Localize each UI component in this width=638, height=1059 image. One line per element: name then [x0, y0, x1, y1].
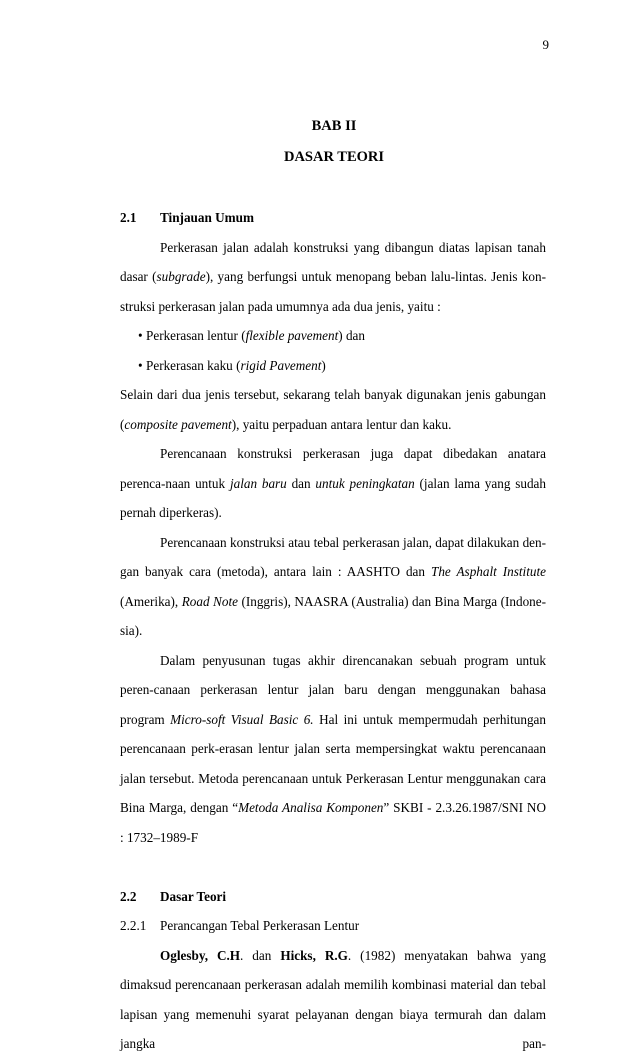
chapter-title: DASAR TEORI: [283, 149, 385, 165]
page-number: 9: [542, 37, 549, 52]
paragraph-tugas-akhir: Dalam penyusunan tugas akhir direncanakan sebuah program untuk peren-canaan perkerasan lentur jalan baru dengan menggunakan bahasa program Micro-soft Visual Basic 6. Hal ini untuk mempermudah perhitungan perencanaan perk-erasan lentur jalan serta mempersingkat waktu perencanaan jalan tersebut. Metoda perencanaan untuk Perkerasan Lentur menggunakan cara Bina Marga, dengan “Metoda Analisa Komponen” SKBI - 2.3.26.1987/SNI NO : 1732–1989-F: [120, 652, 546, 845]
bullet-icon: •: [138, 328, 143, 343]
chapter-label: BAB II: [311, 118, 357, 134]
subsection-number: 2.2.1: [120, 918, 147, 933]
spacer: [120, 852, 546, 882]
subsection-heading-2-2-1: [120, 911, 546, 941]
paragraph-composite: Selain dari dua jenis tersebut, sekarang telah banyak digunakan jenis gabungan (composite pavement), yaitu perpaduan antara lentur dan kaku.: [120, 387, 546, 432]
section-heading-2-2: [120, 882, 546, 912]
paragraph-metoda: Perencanaan konstruksi atau tebal perkerasan jalan, dapat dilakukan den-gan banyak cara (metoda), antara lain : AASHTO dan The Asphalt Institute (Amerika), Road Note (Inggris), NAASRA (Australia) dan Bina Marga (Indone-sia).: [120, 534, 547, 638]
paragraph-perencanaan: Perencanaan konstruksi perkerasan juga dapat dibedakan anatara perenca-naan untuk jalan baru dan untuk peningkatan (jalan lama yang sudah pernah diperkeras).: [120, 446, 546, 520]
section-title: Tinjauan Umum: [160, 210, 254, 225]
section-number: 2.2: [120, 888, 137, 904]
pavement-type-list: [120, 321, 546, 380]
subsection-title: Perancangan Tebal Perkerasan Lentur: [160, 918, 360, 933]
bullet-icon: •: [138, 357, 143, 373]
section-number: 2.1: [120, 210, 137, 225]
paragraph-oglesby: Oglesby, C.H. dan Hicks, R.G. (1982) menyatakan bahwa yang dimaksud perencanaan perkerasan adalah memilih kombinasi material dan tebal lapisan yang memenuhi syarat pelayanan dengan biaya termurah dan dalam jangka pan-: [120, 947, 547, 1051]
section-title: Dasar Teori: [160, 888, 227, 904]
section-heading-2-1: [120, 203, 546, 233]
paragraph-perkerasan-jalan: Perkerasan jalan adalah konstruksi yang dibangun diatas lapisan tanah dasar (subgrade), yang berfungsi untuk menopang beban lalu-lintas. Jenis kon-struksi perkerasan jalan pada umumnya ada dua jenis, yaitu :: [120, 239, 547, 314]
list-item: • Perkerasan lentur (flexible pavement) dan: [120, 321, 546, 351]
document-body: [120, 203, 546, 1059]
list-item: • Perkerasan kaku (rigid Pavement): [120, 351, 546, 381]
